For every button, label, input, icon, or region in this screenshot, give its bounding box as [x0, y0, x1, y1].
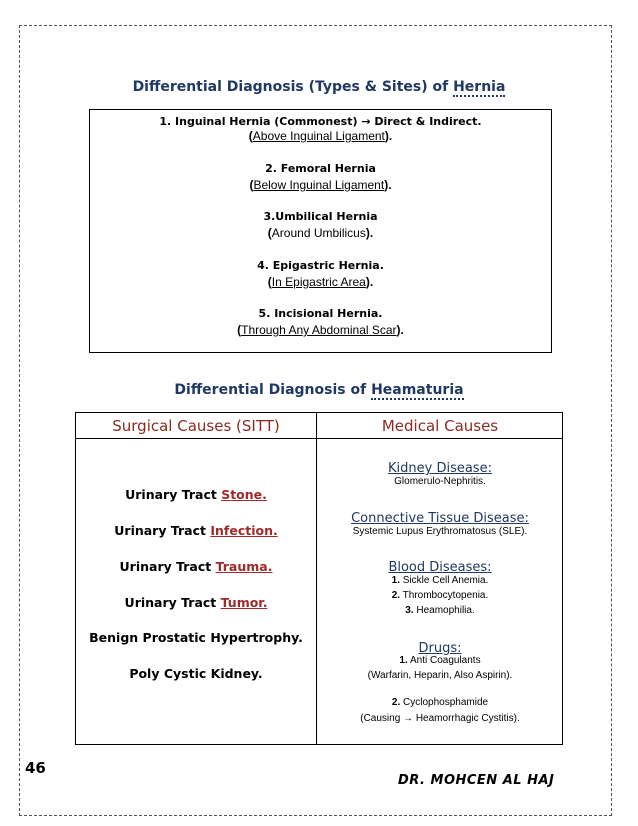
page-number: 46: [25, 759, 46, 777]
medical-drugs-heading: Drugs:: [418, 641, 462, 656]
surgical-cause-infection: Urinary Tract Infection.: [114, 523, 278, 538]
medical-blood-heading: Blood Diseases:: [388, 560, 492, 575]
hernia-item-3-site: (Around Umbilicus).: [267, 226, 374, 240]
medical-drug-2: 2. Cyclophosphamide: [391, 697, 489, 708]
hernia-item-3-name: 3.Umbilical Hernia: [263, 210, 378, 223]
hernia-item-5-name: 5. Incisional Hernia.: [258, 307, 383, 320]
surgical-cause-polycystic-kidney: Poly Cystic Kidney.: [129, 666, 263, 681]
medical-blood-item-1: 1. Sickle Cell Anemia.: [391, 575, 489, 586]
medical-connective-text: Systemic Lupus Erythromatosus (SLE).: [352, 526, 528, 537]
medical-blood-item-2: 2. Thrombocytopenia.: [391, 590, 489, 601]
hematuria-title: Differential Diagnosis of Heamaturia: [174, 382, 464, 398]
author-footer: DR. MOHCEN AL HAJ: [398, 773, 555, 788]
medical-blood-item-3: 3. Heamophilia.: [405, 605, 475, 616]
medical-drug-1-detail: (Warfarin, Heparin, Also Aspirin).: [367, 670, 513, 681]
medical-drug-1: 1. Anti Coagulants: [399, 655, 481, 666]
hernia-item-5-site: (Through Any Abdominal Scar).: [237, 323, 404, 337]
medical-drug-2-detail: (Causing → Heamorrhagic Cystitis).: [360, 713, 520, 724]
surgical-cause-bph: Benign Prostatic Hypertrophy.: [89, 630, 303, 645]
surgical-causes-header: Surgical Causes (SITT): [112, 417, 280, 435]
hernia-item-4-name: 4. Epigastric Hernia.: [257, 259, 384, 272]
hernia-title-highlight: Hernia: [453, 79, 506, 95]
surgical-cause-trauma: Urinary Tract Trauma.: [119, 559, 273, 574]
medical-kidney-text: Glomerulo-Nephritis.: [394, 476, 486, 487]
causes-table: [75, 412, 563, 745]
hernia-item-4-site: (In Epigastric Area).: [267, 275, 374, 289]
hernia-item-1-site: (Above Inguinal Ligament).: [248, 129, 393, 143]
surgical-cause-tumor: Urinary Tract Tumor.: [124, 595, 268, 610]
hernia-title: Differential Diagnosis (Types & Sites) of Hernia: [132, 79, 506, 95]
hernia-item-2-name: 2. Femoral Hernia: [265, 162, 376, 175]
hernia-item-1-name: 1. Inguinal Hernia (Commonest) → Direct & Indirect.: [159, 115, 482, 128]
medical-kidney-heading: Kidney Disease:: [388, 461, 492, 476]
hematuria-title-highlight: Heamaturia: [371, 382, 464, 398]
hernia-box: [89, 109, 552, 353]
hernia-item-2-site: (Below Inguinal Ligament).: [249, 178, 392, 192]
header-divider: [76, 438, 562, 439]
medical-causes-header: Medical Causes: [381, 417, 499, 435]
medical-connective-heading: Connective Tissue Disease:: [351, 511, 529, 526]
surgical-cause-stone: Urinary Tract Stone.: [125, 487, 267, 502]
